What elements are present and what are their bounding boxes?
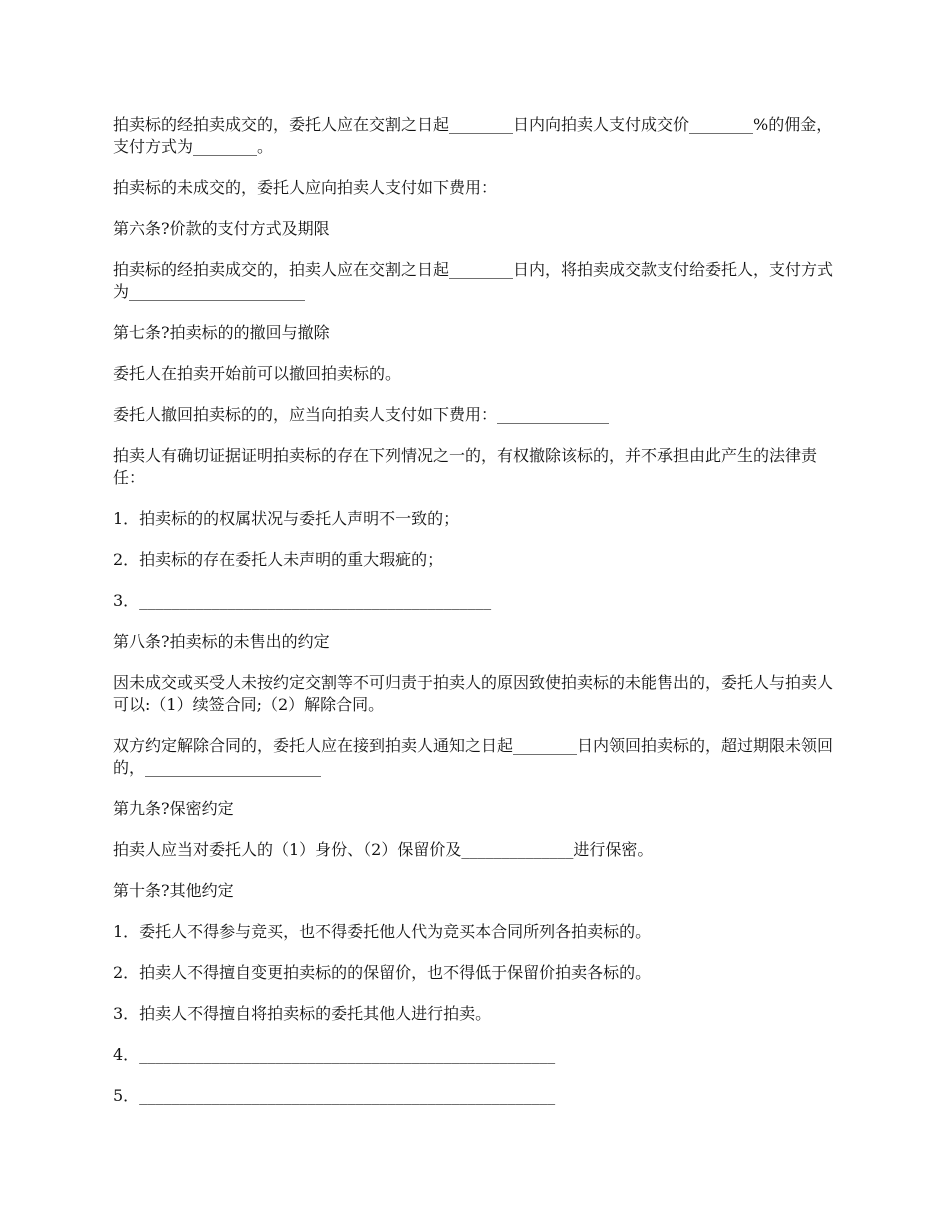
paragraph-commission: 拍卖标的经拍卖成交的，委托人应在交割之日起________日内向拍卖人支付成交价________%的佣金，支付方式为________。 [113, 115, 833, 156]
heading-article-8: 第八条?拍卖标的未售出的约定 [113, 632, 330, 651]
paragraph-unsold-options: 因未成交或买受人未按约定交割等不可归责于拍卖人的原因致使拍卖标的未能售出的，委托人与拍卖人可以:（1）续签合同;（2）解除合同。 [113, 673, 834, 714]
heading-article-7: 第七条?拍卖标的的撤回与撤除 [113, 323, 330, 342]
list-item-other-4: 4．____________________________________________________ [113, 1045, 556, 1064]
document-body [113, 114, 841, 1126]
heading-article-9: 第九条?保密约定 [113, 799, 234, 818]
paragraph-termination: 双方约定解除合同的，委托人应在接到拍卖人通知之日起________日内领回拍卖标的，超过期限未领回的，______________________ [113, 736, 834, 777]
list-item-removal-2: 2．拍卖标的存在委托人未声明的重大瑕疵的； [113, 550, 444, 569]
list-item-removal-3: 3．____________________________________________ [113, 591, 492, 610]
heading-article-10: 第十条?其他约定 [113, 881, 234, 900]
paragraph-withdraw-fees: 委托人撤回拍卖标的的，应当向拍卖人支付如下费用：______________ [113, 405, 610, 424]
list-item-other-2: 2．拍卖人不得擅自变更拍卖标的的保留价，也不得低于保留价拍卖各标的。 [113, 963, 652, 982]
list-item-other-5: 5．____________________________________________________ [113, 1086, 556, 1105]
list-item-other-1: 1．委托人不得参与竞买，也不得委托他人代为竞买本合同所列各拍卖标的。 [113, 922, 652, 941]
paragraph-confidentiality: 拍卖人应当对委托人的（1）身份、（2）保留价及______________进行保密。 [113, 840, 654, 859]
list-item-other-3: 3．拍卖人不得擅自将拍卖标的委托其他人进行拍卖。 [113, 1004, 492, 1023]
paragraph-unsold-fees: 拍卖标的未成交的，委托人应向拍卖人支付如下费用： [113, 178, 498, 197]
paragraph-withdraw: 委托人在拍卖开始前可以撤回拍卖标的。 [113, 364, 402, 383]
heading-article-6: 第六条?价款的支付方式及期限 [113, 219, 330, 238]
paragraph-removal: 拍卖人有确切证据证明拍卖标的存在下列情况之一的，有权撤除该标的，并不承担由此产生的法律责任： [113, 446, 818, 487]
paragraph-payment-terms: 拍卖标的经拍卖成交的，拍卖人应在交割之日起________日内，将拍卖成交款支付给委托人，支付方式为______________________ [113, 260, 834, 301]
list-item-removal-1: 1．拍卖标的的权属状况与委托人声明不一致的； [113, 509, 460, 528]
